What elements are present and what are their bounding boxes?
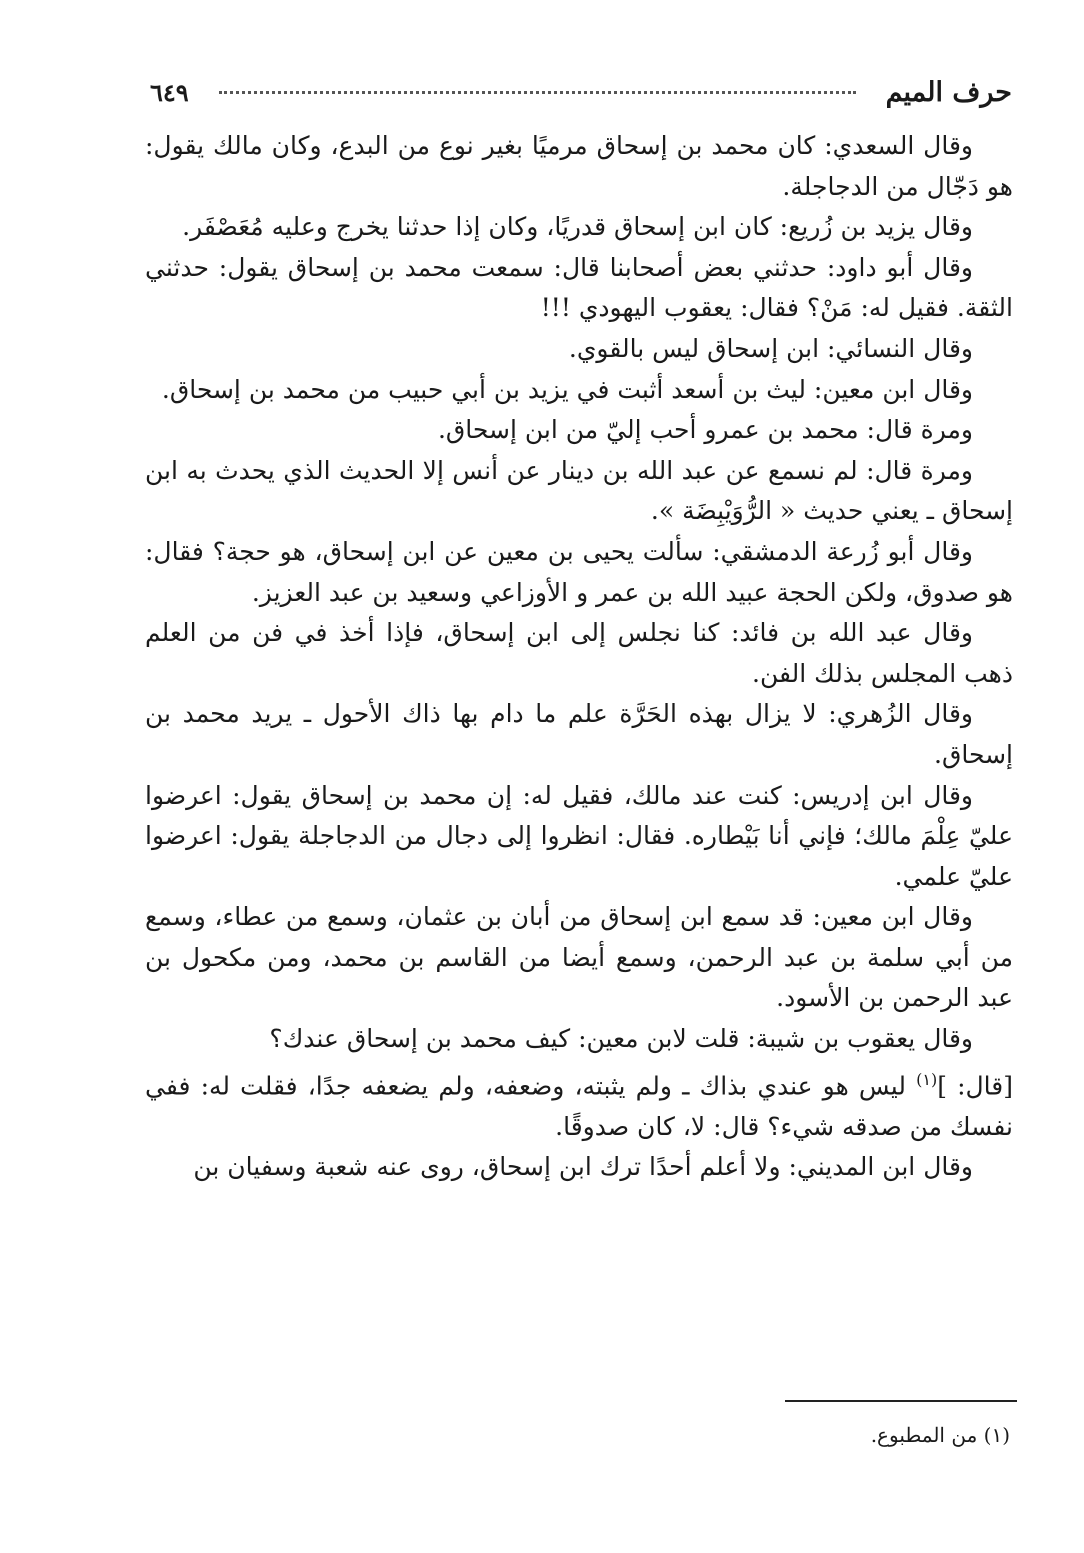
paragraph: ومرة قال: محمد بن عمرو أحب إليّ من ابن إسحاق.: [437, 415, 973, 445]
footnote: (١) من المطبوع.: [870, 1423, 1010, 1447]
paragraph: وقال ابن معين: ليث بن أسعد أثبت في يزيد بن أبي حبيب من محمد بن إسحاق.: [161, 374, 973, 404]
paragraph-text: ليس هو عندي بذاك ـ ولم يثبته، وضعفه، ولم يضعفه جدًا، فقلت له: ففي نفسك من صدقه شيء؟ قال: لا، كان صدوقًا.: [145, 1070, 1013, 1141]
paragraph: وقال ابن إدريس: كنت عند مالك، فقيل له: إن محمد بن إسحاق يقول: اعرضوا عليّ عِلْمَ مالك؛ فإني أنا بَيْطاره. فقال: انظروا إلى دجال من الدجاجلة يقول: اعرضوا عليّ علمي.: [145, 780, 1013, 891]
paragraph: وقال السعدي: كان محمد بن إسحاق مرميًا بغير نوع من البدع، وكان مالك يقول: هو دَجّال من الدجاجلة.: [145, 131, 1013, 201]
page-number: ٦٤٩: [150, 77, 189, 107]
running-head: حرف الميم: [885, 76, 1012, 108]
paragraph: وقال يعقوب بن شيبة: قلت لابن معين: كيف محمد بن إسحاق عندك؟: [269, 1024, 973, 1054]
paragraph: وقال الزُهري: لا يزال بهذه الحَرَّة علم ما دام بها ذاك الأحول ـ يريد محمد بن إسحاق.: [145, 699, 1013, 769]
paragraph: وقال أبو زُرعة الدمشقي: سألت يحيى بن معين عن ابن إسحاق، هو حجة؟ فقال: هو صدوق، ولكن الحجة عبيد الله بن عمر و الأوزاعي وسعيد بن عبد العزيز.: [145, 536, 1013, 607]
paragraph: ومرة قال: لم نسمع عن عبد الله بن دينار عن أنس إلا الحديث الذي يحدث به ابن إسحاق ـ يعني حديث « الرُّوَيْبِضَة ».: [145, 455, 1013, 526]
paragraph: وقال ابن معين: قد سمع ابن إسحاق من أبان بن عثمان، وسمع من عطاء، وسمع من أبي سلمة بن عبد الرحمن، وسمع أيضا من القاسم بن محمد، ومن مكحول بن عبد الرحمن بن الأسود.: [145, 902, 1013, 1013]
body-text: [145, 126, 1013, 1188]
bracketed-insertion: [قال: ]: [937, 1070, 1013, 1100]
paragraph: وقال ابن المديني: ولا أعلم أحدًا ترك ابن إسحاق، روى عنه شعبة وسفيان بن: [193, 1152, 973, 1182]
paragraph: وقال يزيد بن زُريع: كان ابن إسحاق قدريًا، وكان إذا حدثنا يخرج وعليه مُعَصْفَر.: [182, 212, 973, 242]
paragraph: وقال أبو داود: حدثني بعض أصحابنا قال: سمعت محمد بن إسحاق يقول: حدثني الثقة. فقيل له: مَنْ؟ فقال: يعقوب اليهودي !!!: [145, 252, 1013, 323]
header-dotted-rule: [219, 91, 856, 94]
footnote-separator: [785, 1400, 1017, 1402]
paragraph: وقال النسائي: ابن إسحاق ليس بالقوي.: [568, 333, 973, 363]
footnote-reference: (١): [916, 1069, 938, 1089]
paragraph: وقال عبد الله بن فائد: كنا نجلس إلى ابن إسحاق، فإذا أخذ في فن من العلم ذهب المجلس بذلك الفن.: [145, 618, 1013, 688]
paragraph-with-footnote-ref: [145, 1060, 1013, 1148]
page-header: [150, 72, 1012, 112]
